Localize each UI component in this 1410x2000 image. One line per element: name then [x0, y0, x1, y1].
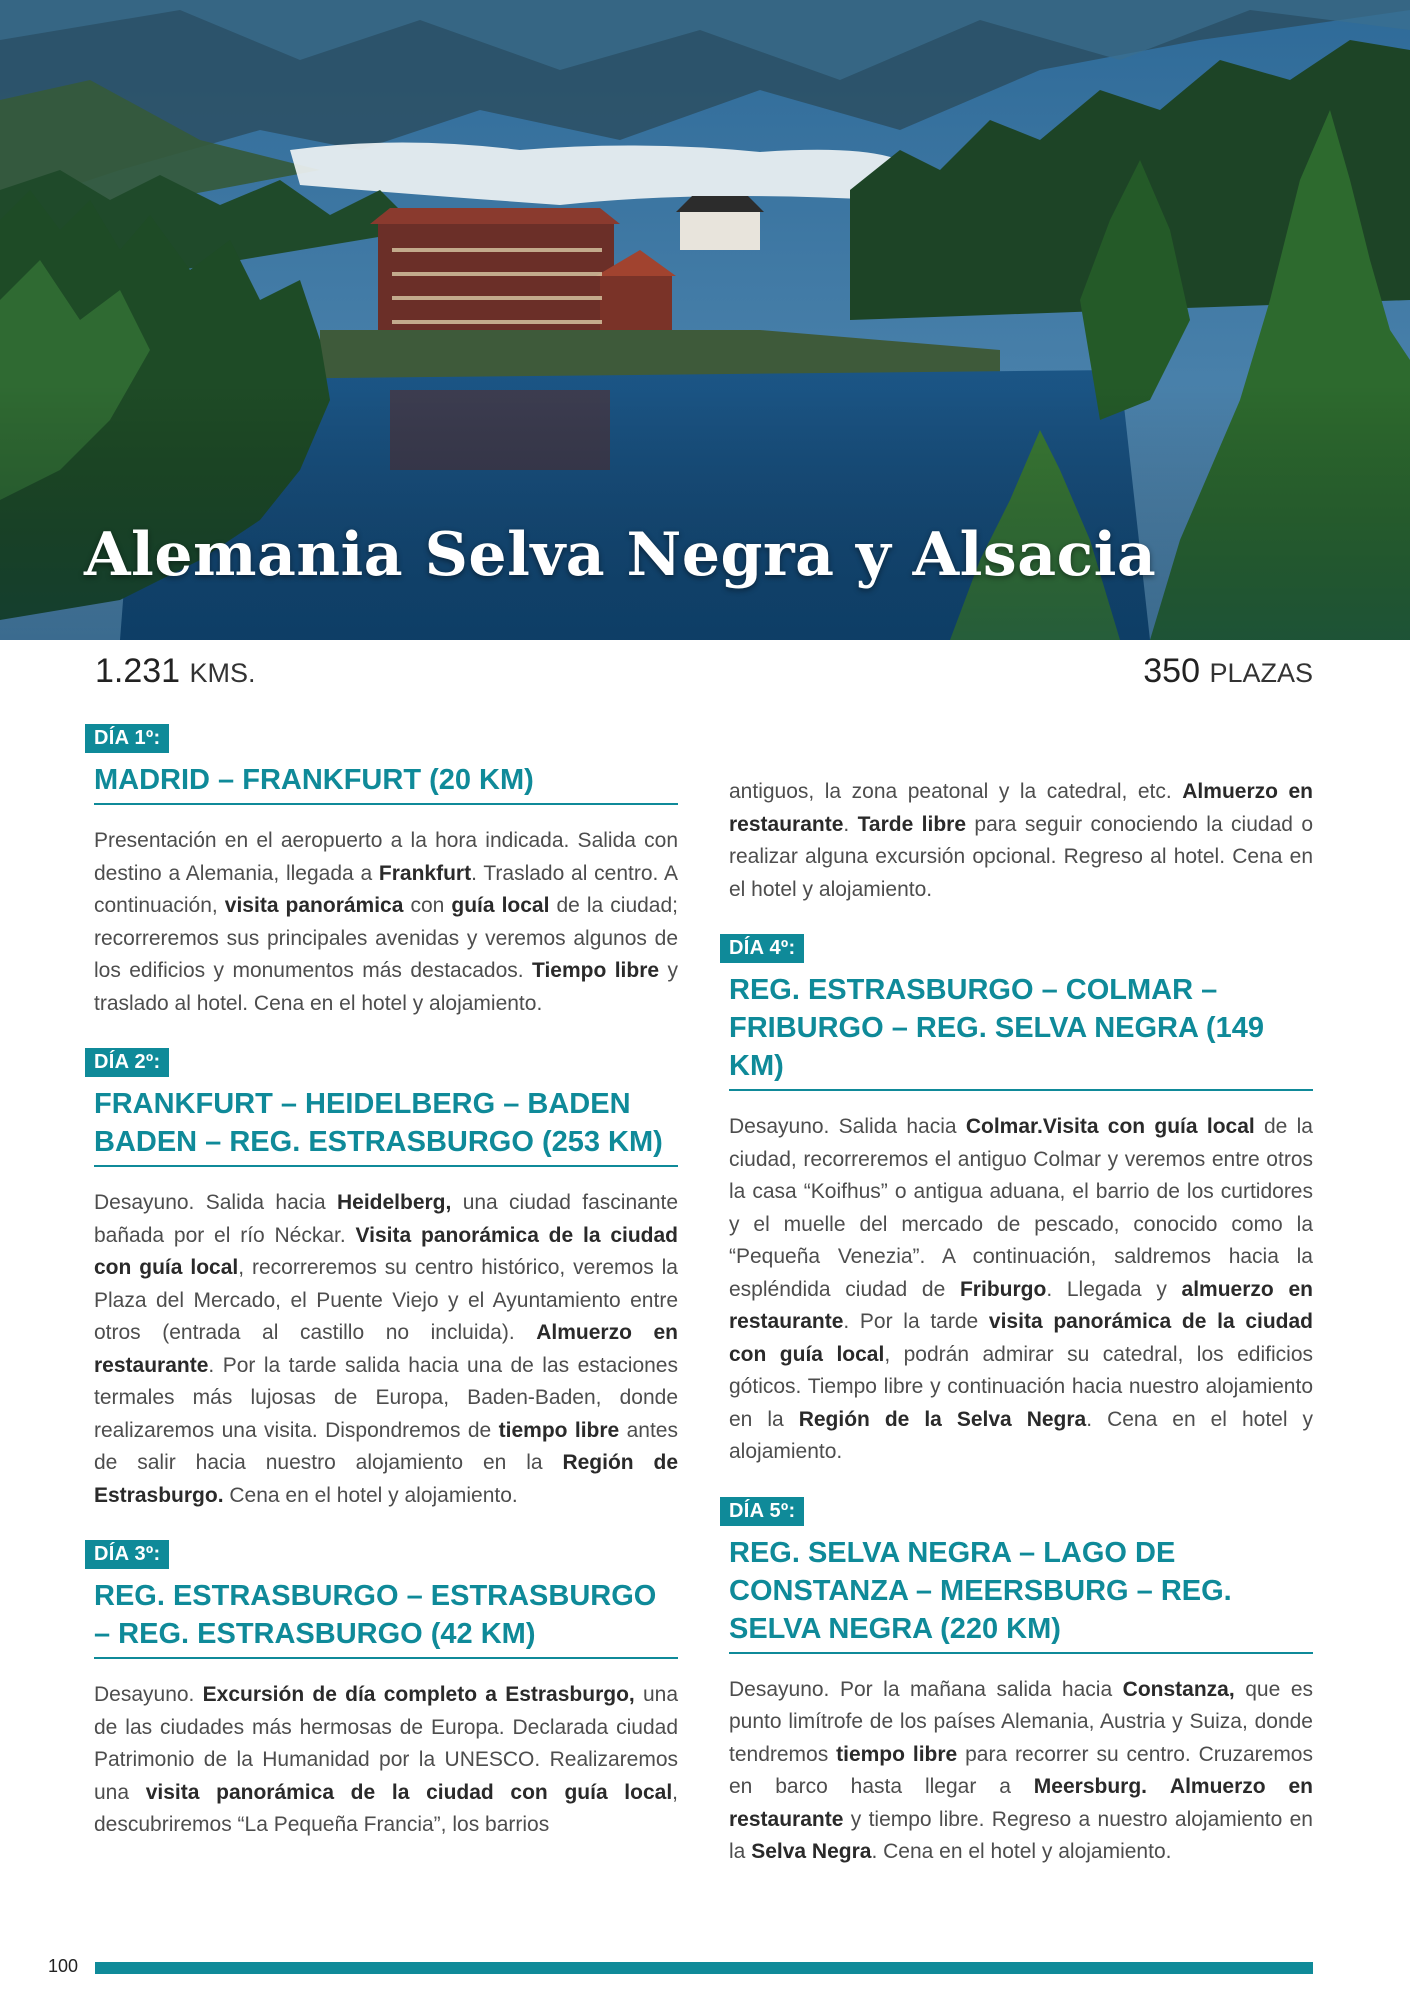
day-badge: DÍA 4º: — [720, 934, 804, 963]
text-run: antiguos, la zona peatonal y la catedral, etc. — [729, 780, 1183, 803]
text-run: , recorreremos su centro histórico, veremos la Plaza del Mercado, el Puente Viejo y el Ayuntamiento entre otros (entrada al castillo no incluida). — [94, 1256, 678, 1344]
day-section — [94, 1540, 678, 1842]
bold-text-run: visita panorámica de la ciudad con guía local — [145, 1780, 673, 1804]
bold-text-run: Colmar.Visita con guía local — [965, 1115, 1255, 1138]
day-description-continued — [729, 776, 1313, 906]
text-run: . — [843, 812, 858, 836]
bold-text-run: Región de Estrasburgo. — [94, 1451, 678, 1507]
bold-text-run: Frankfurt — [378, 861, 472, 885]
bold-text-run: visita panorámica — [224, 894, 404, 917]
day-badge: DÍA 3º: — [85, 1540, 169, 1569]
bold-text-run: Excursión de día completo a Estrasburgo, — [202, 1683, 635, 1706]
day-heading: FRANKFURT – HEIDELBERG – BADEN BADEN – REG. ESTRASBURGO (253 KM) — [94, 1085, 678, 1167]
text-run: de la ciudad; recorreremos sus principales avenidas y veremos algunos de los edificios y monumentos más destacados. — [94, 894, 678, 982]
day-description — [94, 1679, 678, 1842]
day-description — [729, 1111, 1313, 1469]
seats-stat — [1143, 652, 1313, 691]
distance-value: 1.231 — [95, 652, 181, 690]
day-heading: REG. SELVA NEGRA – LAGO DE CONSTANZA – MEERSBURG – REG. SELVA NEGRA (220 KM) — [729, 1534, 1313, 1654]
bold-text-run: Tarde libre — [857, 812, 967, 836]
day-badge: DÍA 1º: — [85, 724, 169, 753]
bold-text-run: visita panorámica de la ciudad con guía local — [729, 1310, 1313, 1366]
text-run: para seguir conociendo la ciudad o realizar alguna excursión opcional. Regreso al hotel. Cena en el hotel y alojamiento. — [729, 812, 1314, 901]
page-number: 100 — [48, 1956, 79, 1976]
bold-text-run: guía local — [451, 894, 550, 917]
text-run: . Por la tarde — [843, 1310, 989, 1333]
text-run: una ciudad fascinante bañada por el río Néckar. — [94, 1191, 679, 1247]
text-run: . Cena en el hotel y alojamiento. — [729, 1407, 1313, 1463]
text-run: y traslado al hotel. Cena en el hotel y alojamiento. — [94, 959, 678, 1015]
bold-text-run: Región de la Selva Negra — [798, 1407, 1087, 1431]
bold-text-run: Constanza, — [1122, 1677, 1235, 1701]
day-badge: DÍA 2º: — [85, 1048, 169, 1077]
bold-text-run: almuerzo en restaurante — [729, 1277, 1313, 1333]
text-run: de la ciudad, recorreremos el antiguo Colmar y veremos entre otros la casa “Koifhus” o antigua aduana, el barrio de los curtidores y el muelle del mercado de pescado, conocido como la “Pequeña Venezia”. A continuación, saldremos hacia la espléndida ciudad de — [729, 1115, 1313, 1301]
text-run: para recorrer su centro. Cruzaremos en barco hasta llegar a — [729, 1742, 1313, 1798]
bold-text-run: Visita panorámica de la ciudad con guía local — [94, 1223, 678, 1279]
text-run: Desayuno. — [94, 1683, 203, 1706]
day-badge: DÍA 5º: — [720, 1497, 804, 1526]
text-run: . Por la tarde salida hacia una de las estaciones termales más lujosas de Europa, Baden-Baden, donde realizaremos una visita. Dispondremos de — [94, 1353, 678, 1442]
distance-stat — [95, 652, 256, 691]
day-continuation — [729, 776, 1313, 906]
hero-photo — [0, 0, 1410, 640]
text-run: . Cena en el hotel y alojamiento. — [871, 1840, 1172, 1863]
text-run: una de las ciudades más hermosas de Europa. Declarada ciudad Patrimonio de la Humanidad por la UNESCO. Realizaremos una — [94, 1683, 679, 1804]
text-run: y tiempo libre. Regreso a nuestro alojamiento en la — [729, 1807, 1313, 1863]
day-section — [729, 934, 1313, 1469]
text-run: Desayuno. Por la mañana salida hacia — [729, 1677, 1123, 1701]
day-section — [729, 1497, 1313, 1869]
text-run: Desayuno. Salida hacia — [729, 1115, 966, 1138]
distance-unit: KMS. — [189, 658, 256, 688]
bold-text-run: tiempo libre — [836, 1742, 958, 1766]
right-column — [729, 776, 1313, 1897]
day-heading: MADRID – FRANKFURT (20 KM) — [94, 761, 678, 805]
bold-text-run: Meersburg. — [1033, 1775, 1147, 1798]
seats-value: 350 — [1143, 652, 1200, 690]
bold-text-run: Heidelberg, — [336, 1191, 452, 1214]
day-section — [94, 724, 678, 1020]
bold-text-run: Almuerzo en restaurante — [94, 1321, 679, 1377]
seats-unit: PLAZAS — [1209, 658, 1313, 688]
day-description — [94, 1187, 678, 1512]
text-run — [1147, 1775, 1170, 1798]
bold-text-run: Friburgo — [959, 1277, 1047, 1301]
text-run: , descubriremos “La Pequeña Francia”, los barrios — [94, 1780, 678, 1836]
day-description — [729, 1674, 1313, 1869]
bold-text-run: Selva Negra — [751, 1840, 872, 1863]
page-title: Alemania Selva Negra y Alsacia — [84, 520, 1157, 590]
text-run: . Llegada y — [1046, 1277, 1182, 1301]
day-heading: REG. ESTRASBURGO – COLMAR – FRIBURGO – REG. SELVA NEGRA (149 KM) — [729, 971, 1313, 1091]
text-run: antes de salir hacia nuestro alojamiento en la — [94, 1418, 678, 1474]
bold-text-run: Almuerzo en restaurante — [729, 780, 1313, 836]
bold-text-run: Almuerzo en restaurante — [729, 1775, 1313, 1831]
footer-bar — [95, 1962, 1313, 1974]
text-run: Presentación en el aeropuerto a la hora indicada. Salida con destino a Alemania, llegada a — [94, 829, 678, 885]
day-description — [94, 825, 678, 1020]
day-heading: REG. ESTRASBURGO – ESTRASBURGO – REG. ESTRASBURGO (42 KM) — [94, 1577, 678, 1659]
day-section — [94, 1048, 678, 1512]
text-run: Cena en el hotel y alojamiento. — [223, 1483, 518, 1507]
left-column — [94, 724, 678, 1870]
bold-text-run: Tiempo libre — [532, 959, 660, 982]
text-run: que es punto limítrofe de los países Alemania, Austria y Suiza, donde tendremos — [729, 1677, 1313, 1766]
text-run: Desayuno. Salida hacia — [94, 1191, 337, 1214]
text-run: con — [403, 894, 452, 917]
text-run: , podrán admirar su catedral, los edificios góticos. Tiempo libre y continuación hacia nuestro alojamiento en la — [729, 1342, 1313, 1431]
bold-text-run: tiempo libre — [498, 1418, 620, 1442]
text-run: . Traslado al centro. A continuación, — [94, 861, 678, 917]
